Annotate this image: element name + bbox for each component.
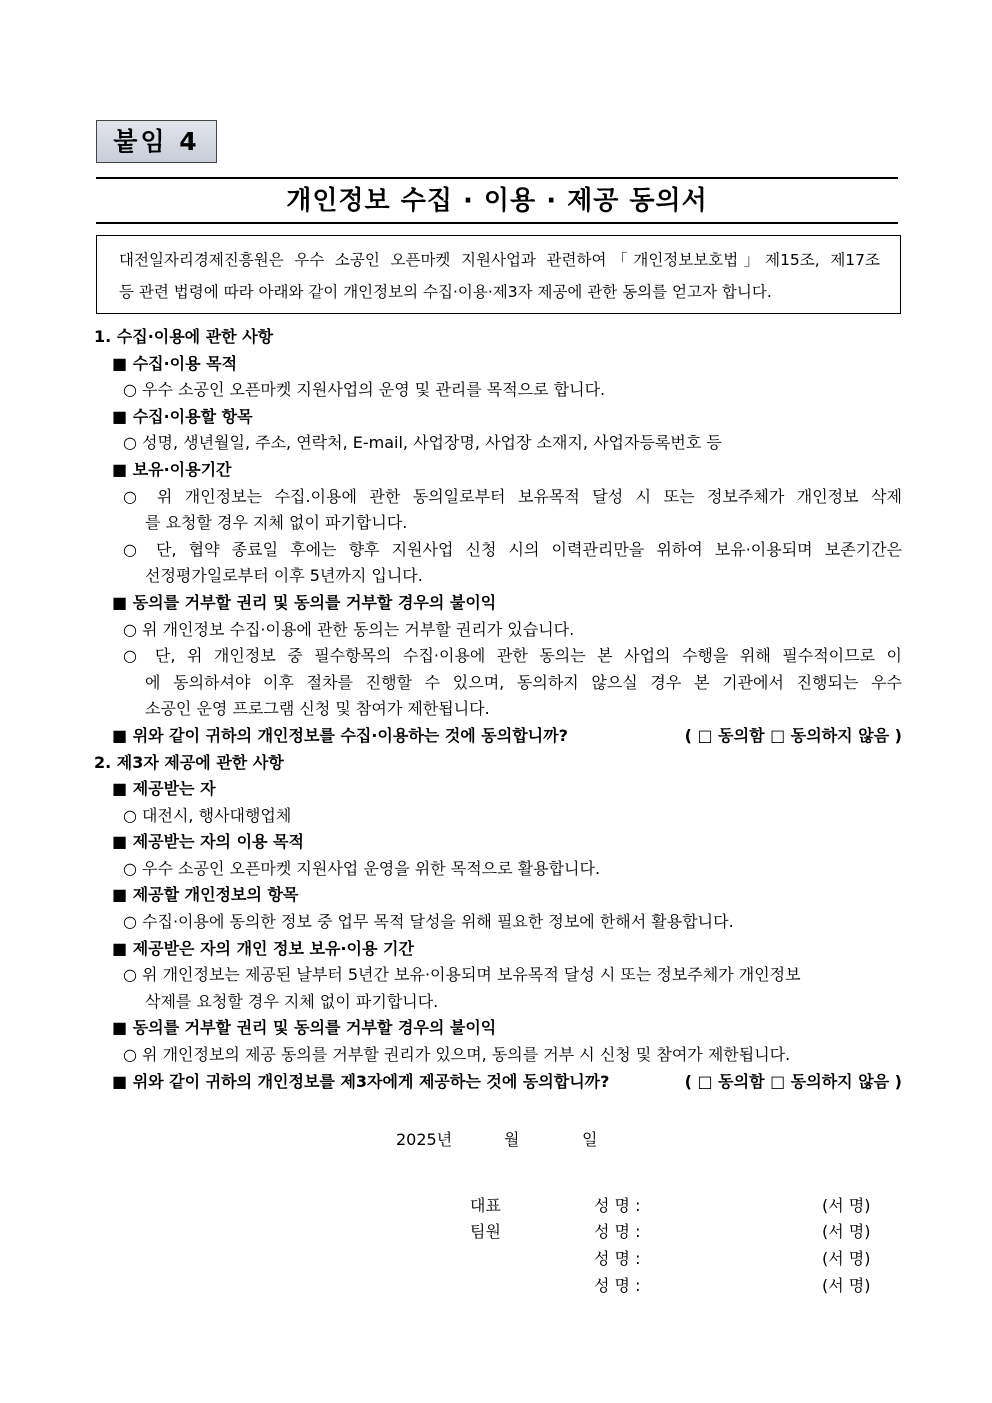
signature-name-label[interactable]: 성 명 : [594,1276,641,1295]
date-year: 2025년 [396,1130,453,1149]
s2-period-item-a: ○ 위 개인정보는 제공된 날부터 5년간 보유·이용되며 보유목적 달성 시 또는 정보주체가 개인정보 [123,965,801,985]
s2-items-heading: ■ 제공할 개인정보의 항목 [112,885,299,905]
s1-consent-question: ■ 위와 같이 귀하의 개인정보를 수집·이용하는 것에 동의합니까? [112,725,568,745]
date-month: 월 [504,1130,520,1149]
section-1-heading: 1. 수집·이용에 관한 사항 [94,327,274,346]
s1-period-item-1a: ○ 위 개인정보는 수집.이용에 관한 동의일로부터 보유목적 달성 시 또는 정보주체가 개인정보 삭제 [123,486,902,506]
title-top-rule [96,177,898,179]
intro-line-2: 등 관련 법령에 따라 아래와 같이 개인정보의 수집·이용·제3자 제공에 관한 동의를 얻고자 합니다. [119,283,772,301]
intro-box [96,235,901,314]
signature-sign-label[interactable]: (서 명) [822,1222,871,1241]
signature-name-label[interactable]: 성 명 : [594,1196,641,1215]
signature-name-label[interactable]: 성 명 : [594,1222,641,1241]
signature-role-rep: 대표 [470,1196,501,1215]
signature-sign-label[interactable]: (서 명) [822,1276,871,1295]
s2-recipient-heading: ■ 제공받는 자 [112,779,216,799]
s2-refuse-item: ○ 위 개인정보의 제공 동의를 거부할 권리가 있으며, 동의를 거부 시 신청 및 참여가 제한됩니다. [123,1045,791,1065]
consent-body [92,324,902,1095]
s2-period-item-b: 삭제를 요청할 경우 지체 없이 파기합니다. [145,991,439,1011]
document-title: 개인정보 수집 · 이용 · 제공 동의서 [286,186,708,216]
s1-purpose-heading: ■ 수집·이용 목적 [112,353,238,373]
signature-role-member: 팀원 [470,1222,501,1241]
s1-refuse-item-2c: 소공인 운영 프로그램 신청 및 참여가 제한됩니다. [145,699,490,719]
s1-consent-options[interactable]: ( □ 동의함 □ 동의하지 않음 ) [684,725,902,745]
s2-consent-options[interactable]: ( □ 동의함 □ 동의하지 않음 ) [684,1071,902,1091]
s2-recipient-item: ○ 대전시, 행사대행업체 [123,805,292,825]
date-day: 일 [582,1130,598,1149]
s1-purpose-item: ○ 우수 소공인 오픈마켓 지원사업의 운영 및 관리를 목적으로 합니다. [123,380,606,400]
s2-use-heading: ■ 제공받는 자의 이용 목적 [112,832,304,852]
s1-refuse-heading: ■ 동의를 거부할 권리 및 동의를 거부할 경우의 불이익 [112,592,497,612]
title-bottom-rule [96,222,898,224]
s1-period-heading: ■ 보유·이용기간 [112,459,232,479]
s1-refuse-item-2a: ○ 단, 위 개인정보 중 필수항목의 수집·이용에 관한 동의는 본 사업의 수행을 위해 필수적이므로 이 [123,646,902,666]
attachment-label: 붙임 4 [96,120,217,163]
s2-refuse-heading: ■ 동의를 거부할 권리 및 동의를 거부할 경우의 불이익 [112,1018,497,1038]
s1-items-heading: ■ 수집·이용할 항목 [112,406,253,426]
s2-period-heading: ■ 제공받은 자의 개인 정보 보유·이용 기간 [112,938,414,958]
s1-refuse-item-1: ○ 위 개인정보 수집·이용에 관한 동의는 거부할 권리가 있습니다. [123,619,575,639]
intro-line-1: 대전일자리경제진흥원은 우수 소공인 오픈마켓 지원사업과 관련하여「개인정보보호법」제15조, 제17조 [119,251,880,269]
date-line [396,1127,597,1153]
s1-period-item-1b: 를 요청할 경우 지체 없이 파기합니다. [145,513,408,533]
s2-items-item: ○ 수집·이용에 동의한 정보 중 업무 목적 달성을 위해 필요한 정보에 한해서 활용합니다. [123,912,734,932]
s1-period-item-2b: 선정평가일로부터 이후 5년까지 입니다. [145,566,423,586]
section-2-heading: 2. 제3자 제공에 관한 사항 [94,752,284,772]
s1-consent-row [92,723,902,750]
signature-name-label[interactable]: 성 명 : [594,1249,641,1268]
s1-period-item-2a: ○ 단, 협약 종료일 후에는 향후 지원사업 신청 시의 이력관리만을 위하여 보유·이용되며 보존기간은 [123,539,902,559]
s1-items-item: ○ 성명, 생년월일, 주소, 연락처, E-mail, 사업장명, 사업장 소재지, 사업자등록번호 등 [123,433,722,453]
signature-sign-label[interactable]: (서 명) [822,1196,871,1215]
s2-consent-row [92,1069,902,1096]
s2-consent-question: ■ 위와 같이 귀하의 개인정보를 제3자에게 제공하는 것에 동의합니까? [112,1071,610,1091]
s1-refuse-item-2b: 에 동의하셔야 이후 절차를 진행할 수 있으며, 동의하지 않으실 경우 본 기관에서 진행되는 우수 [145,672,902,692]
signature-sign-label[interactable]: (서 명) [822,1249,871,1268]
s2-use-item: ○ 우수 소공인 오픈마켓 지원사업 운영을 위한 목적으로 활용합니다. [123,858,601,878]
